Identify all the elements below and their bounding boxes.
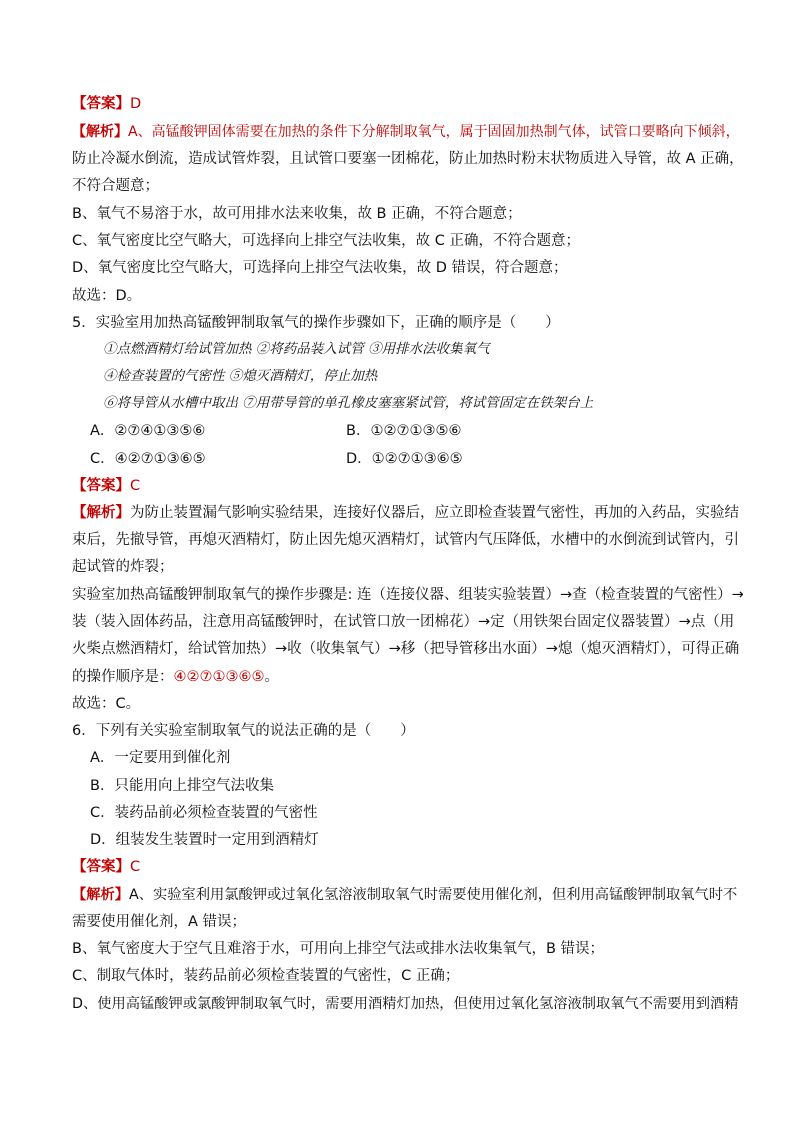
q5-option-b: B．①②⑦①③⑤⑥ (346, 423, 462, 439)
q5-steps-line-1: ①点燃酒精灯给试管加热 ②将药品装入试管 ③用排水法收集氧气 (103, 341, 490, 357)
q5-analysis-line-5: 装（装入固体药品，注意用高锰酸钾时，在试管口放一团棉花）→定（用铁架台固定仪器装置）→点（用 (72, 614, 735, 630)
q4-analysis-line-6: D、氧气密度比空气略大，可选择向上排空气法收集，故 D 错误，符合题意； (72, 260, 568, 276)
q6-option-b: B．只能用向上排空气法收集 (90, 778, 274, 794)
q4-analysis-line-2: 防止冷凝水倒流，造成试管炸裂，且试管口要塞一团棉花，防止加热时粉末状物质进入导管，故 A 正确， (72, 151, 744, 167)
q5-stem: 5．实验室用加热高锰酸钾制取氧气的操作步骤如下，正确的顺序是（ ） (72, 315, 560, 331)
answer-tag: 【答案】 (72, 478, 130, 494)
analysis-tag: 【解析】 (72, 124, 128, 140)
answer-value: D (130, 96, 142, 112)
q6-analysis-line-3: B、氧气密度大于空气且难溶于水，可用向上排空气法或排水法收集氧气，B 错误； (72, 941, 605, 957)
analysis-tag: 【解析】 (72, 887, 130, 903)
q4-analysis-line-4: B、氧气不易溶于水，故可用排水法来收集，故 B 正确，不符合题意； (72, 206, 522, 222)
answer-tag: 【答案】 (72, 859, 130, 875)
q6-analysis-line-1: 【解析】A、实验室利用氯酸钾或过氧化氢溶液制取氧气时需要使用催化剂，但利用高锰酸钾制取氧气时不 (72, 887, 738, 903)
q6-option-d: D．组装发生装置时一定用到酒精灯 (90, 832, 319, 848)
q5-conclusion: 故选：C。 (72, 696, 141, 712)
q4-analysis-line-1: 【解析】A、高锰酸钾固体需要在加热的条件下分解制取氧气，属于固固加热制气体，试管口要略向下倾斜， (72, 124, 740, 140)
order-value: ④②⑦①③⑥⑤ (173, 669, 265, 685)
q6-analysis-line-2: 需要使用催化剂，A 错误； (72, 914, 247, 930)
q5-analysis-line-1: 【解析】为防止装置漏气影响实验结果，连接好仪器后，应立即检查装置气密性，再加的入药品，实验结 (72, 505, 739, 521)
analysis-tag: 【解析】 (72, 505, 130, 521)
q4-analysis-line-5: C、氧气密度比空气略大，可选择向上排空气法收集，故 C 正确，不符合题意； (72, 233, 580, 249)
q6-analysis-line-4: C、制取气体时，装药品前必须检查装置的气密性，C 正确； (72, 968, 460, 984)
q4-answer-line (72, 94, 141, 114)
q4-conclusion: 故选：D。 (72, 288, 142, 304)
q5-analysis-line-3: 起试管的炸裂； (72, 559, 174, 575)
q5-option-a: A．②⑦④①③⑤⑥ (90, 423, 206, 439)
q5-analysis-line-4: 实验室加热高锰酸钾制取氧气的操作步骤是: 连（连接仪器、组装实验装置）→查（检查装置的气密性）→ (72, 587, 744, 603)
answer-value: C (130, 478, 141, 494)
q6-option-a: A．一定要用到催化剂 (90, 750, 231, 766)
q6-answer-line (72, 857, 140, 877)
q6-stem: 6．下列有关实验室制取氧气的说法正确的是（ ） (72, 723, 415, 739)
q5-answer-line (72, 476, 140, 496)
q5-analysis-line-2: 束后，先撤导管，再熄灭酒精灯，防止因先熄灭酒精灯，试管内气压降低，水槽中的水倒流到试管内，引 (72, 532, 739, 548)
q6-analysis-line-5: D、使用高锰酸钾或氯酸钾制取氧气时，需要用酒精灯加热，但使用过氧化氢溶液制取氧气不需要用到酒精 (72, 996, 739, 1012)
q4-analysis-line-3: 不符合题意； (72, 178, 159, 194)
q5-option-c: C．④②⑦①③⑥⑤ (90, 451, 206, 467)
q5-option-d: D．①②⑦①③⑥⑤ (346, 451, 463, 467)
answer-tag: 【答案】 (72, 96, 130, 112)
q5-analysis-line-6: 火柴点燃酒精灯，给试管加热）→收（收集氧气）→移（把导管移出水面）→熄（熄灭酒精灯），可得正确 (72, 641, 740, 657)
q6-option-c: C．装药品前必须检查装置的气密性 (90, 805, 318, 821)
answer-value: C (130, 859, 141, 875)
q5-analysis-line-7: 的操作顺序是：④②⑦①③⑥⑤。 (72, 669, 279, 685)
q5-steps-line-2: ④检查装置的气密性 ⑤熄灭酒精灯，停止加热 (103, 368, 378, 384)
q5-steps-line-3: ⑥将导管从水槽中取出 ⑦用带导管的单孔橡皮塞塞紧试管，将试管固定在铁架台上 (103, 395, 594, 411)
